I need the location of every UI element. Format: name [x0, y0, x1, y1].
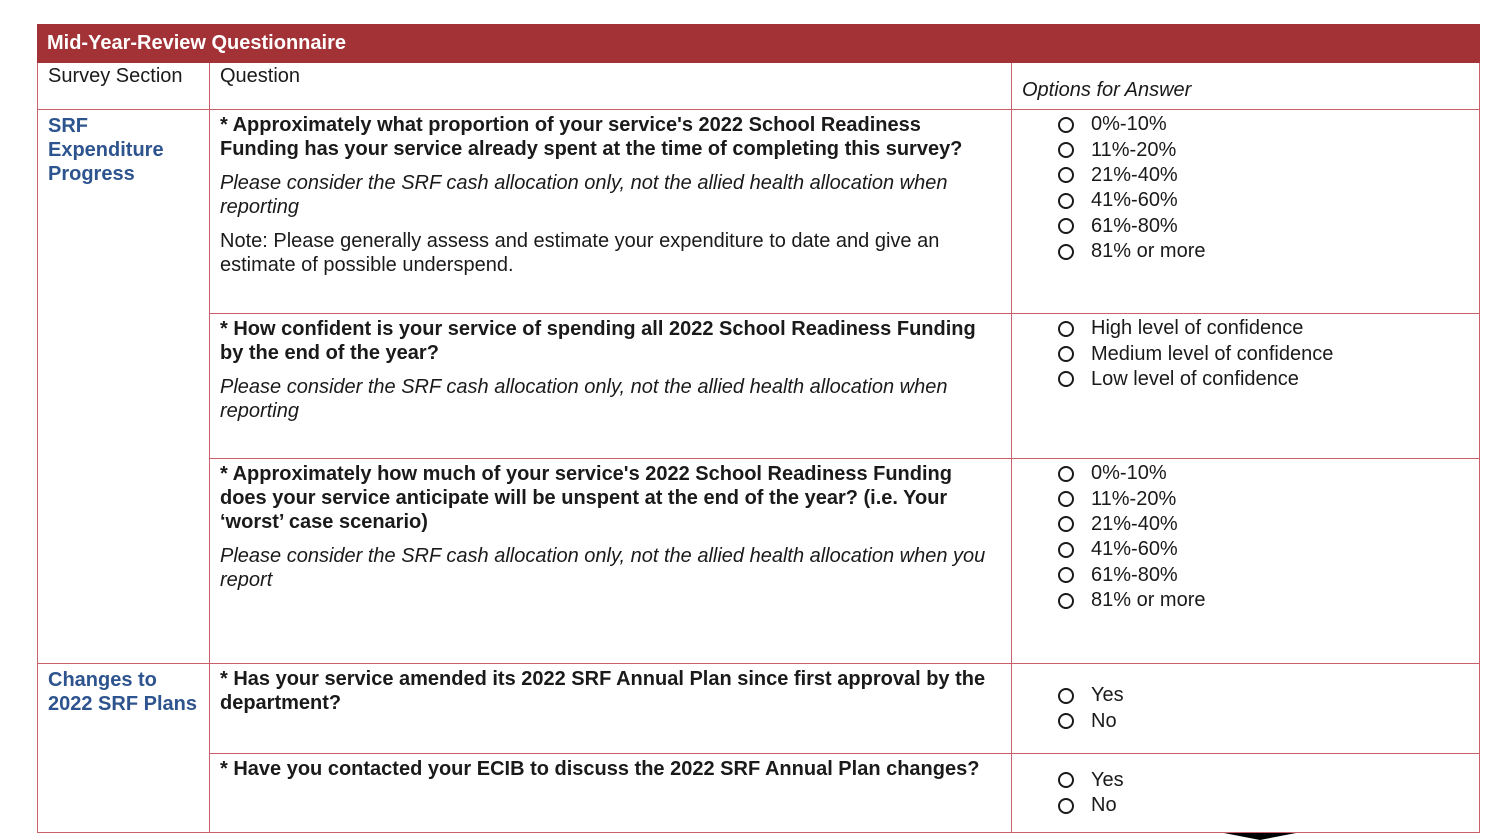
answer-options: [1012, 314, 1480, 459]
question-text: * Approximately what proportion of your service's 2022 School Readiness Funding has your service already spent at the time of completing this survey?: [220, 114, 963, 160]
radio-circle-icon[interactable]: [1058, 798, 1074, 814]
questionnaire-table: [37, 24, 1480, 832]
radio-option[interactable]: [1058, 341, 1479, 366]
radio-circle-icon[interactable]: [1058, 117, 1074, 133]
radio-circle-icon[interactable]: [1058, 244, 1074, 260]
radio-option[interactable]: [1058, 563, 1479, 588]
question-note: Please consider the SRF cash allocation only, not the allied health allocation when reporting: [220, 172, 948, 218]
radio-option[interactable]: [1058, 214, 1479, 239]
question-cell: [210, 314, 1012, 459]
header-options-for-answer: Options for Answer: [1012, 63, 1480, 110]
radio-circle-icon[interactable]: [1058, 688, 1074, 704]
radio-circle-icon[interactable]: [1058, 542, 1074, 558]
header-question: Question: [210, 63, 1012, 110]
radio-circle-icon[interactable]: [1058, 193, 1074, 209]
radio-option[interactable]: [1058, 768, 1479, 793]
answer-options: [1012, 459, 1480, 664]
table-title: Mid-Year-Review Questionnaire: [37, 24, 1480, 63]
question-note: Please consider the SRF cash allocation only, not the allied health allocation when reporting: [220, 376, 948, 422]
radio-option[interactable]: [1058, 683, 1479, 708]
radio-circle-icon[interactable]: [1058, 466, 1074, 482]
radio-option[interactable]: [1058, 367, 1479, 392]
question-note: Please consider the SRF cash allocation only, not the allied health allocation when you report: [220, 545, 986, 591]
radio-circle-icon[interactable]: [1058, 346, 1074, 362]
radio-option[interactable]: [1058, 137, 1479, 162]
radio-circle-icon[interactable]: [1058, 713, 1074, 729]
section-label-changes-to-plans: Changes to 2022 SRF Plans: [37, 664, 210, 833]
radio-option[interactable]: [1058, 239, 1479, 264]
radio-option-label: 11%-20%: [1091, 138, 1177, 161]
radio-circle-icon[interactable]: [1058, 516, 1074, 532]
radio-option-label: 61%-80%: [1091, 214, 1178, 237]
radio-option[interactable]: [1058, 188, 1479, 213]
radio-option[interactable]: [1058, 512, 1479, 537]
radio-option-label: No: [1091, 794, 1117, 817]
radio-circle-icon[interactable]: [1058, 491, 1074, 507]
radio-circle-icon[interactable]: [1058, 567, 1074, 583]
radio-option[interactable]: [1058, 793, 1479, 818]
radio-circle-icon[interactable]: [1058, 167, 1074, 183]
radio-option-label: 41%-60%: [1091, 538, 1178, 561]
radio-option-label: 81% or more: [1091, 589, 1206, 612]
answer-options: [1012, 664, 1480, 754]
radio-option[interactable]: [1058, 709, 1479, 734]
radio-option[interactable]: [1058, 316, 1479, 341]
header-survey-section: Survey Section: [37, 63, 210, 110]
radio-option-label: 81% or more: [1091, 240, 1206, 263]
radio-option-label: 41%-60%: [1091, 189, 1178, 212]
radio-circle-icon[interactable]: [1058, 371, 1074, 387]
radio-option-label: Yes: [1091, 684, 1124, 707]
question-text: * How confident is your service of spending all 2022 School Readiness Funding by the end of the year?: [220, 318, 976, 364]
answer-options: [1012, 754, 1480, 833]
question-cell: [210, 664, 1012, 754]
answer-options: [1012, 110, 1480, 314]
radio-circle-icon[interactable]: [1058, 218, 1074, 234]
question-extra-note: Note: Please generally assess and estimate your expenditure to date and give an estimate of possible underspend.: [220, 230, 940, 276]
radio-option-label: No: [1091, 709, 1117, 732]
question-text: * Have you contacted your ECIB to discuss the 2022 SRF Annual Plan changes?: [220, 758, 980, 780]
radio-option[interactable]: [1058, 461, 1479, 486]
radio-option-label: 61%-80%: [1091, 563, 1178, 586]
radio-option-label: 21%-40%: [1091, 163, 1178, 186]
question-cell: [210, 754, 1012, 833]
radio-option-label: High level of confidence: [1091, 317, 1304, 340]
radio-option-label: 11%-20%: [1091, 487, 1177, 510]
page-edge-shape: [1224, 833, 1296, 840]
radio-option-label: 0%-10%: [1091, 462, 1167, 485]
radio-option[interactable]: [1058, 588, 1479, 613]
radio-circle-icon[interactable]: [1058, 321, 1074, 337]
radio-option[interactable]: [1058, 537, 1479, 562]
question-text: * Approximately how much of your service's 2022 School Readiness Funding does your service anticipate will be unspent at the end of the year? (i.e. Your ‘worst’ case scenario): [220, 463, 952, 533]
question-cell: [210, 459, 1012, 664]
question-text: * Has your service amended its 2022 SRF Annual Plan since first approval by the department?: [220, 668, 986, 714]
radio-option-label: Medium level of confidence: [1091, 342, 1334, 365]
radio-option-label: Low level of confidence: [1091, 367, 1299, 390]
radio-option[interactable]: [1058, 163, 1479, 188]
radio-option-label: 21%-40%: [1091, 512, 1178, 535]
radio-option-label: Yes: [1091, 768, 1124, 791]
section-label-srf-expenditure: SRF Expenditure Progress: [37, 110, 210, 664]
radio-option[interactable]: [1058, 112, 1479, 137]
radio-circle-icon[interactable]: [1058, 142, 1074, 158]
radio-circle-icon[interactable]: [1058, 772, 1074, 788]
radio-circle-icon[interactable]: [1058, 593, 1074, 609]
radio-option-label: 0%-10%: [1091, 113, 1167, 136]
question-cell: [210, 110, 1012, 314]
radio-option[interactable]: [1058, 486, 1479, 511]
